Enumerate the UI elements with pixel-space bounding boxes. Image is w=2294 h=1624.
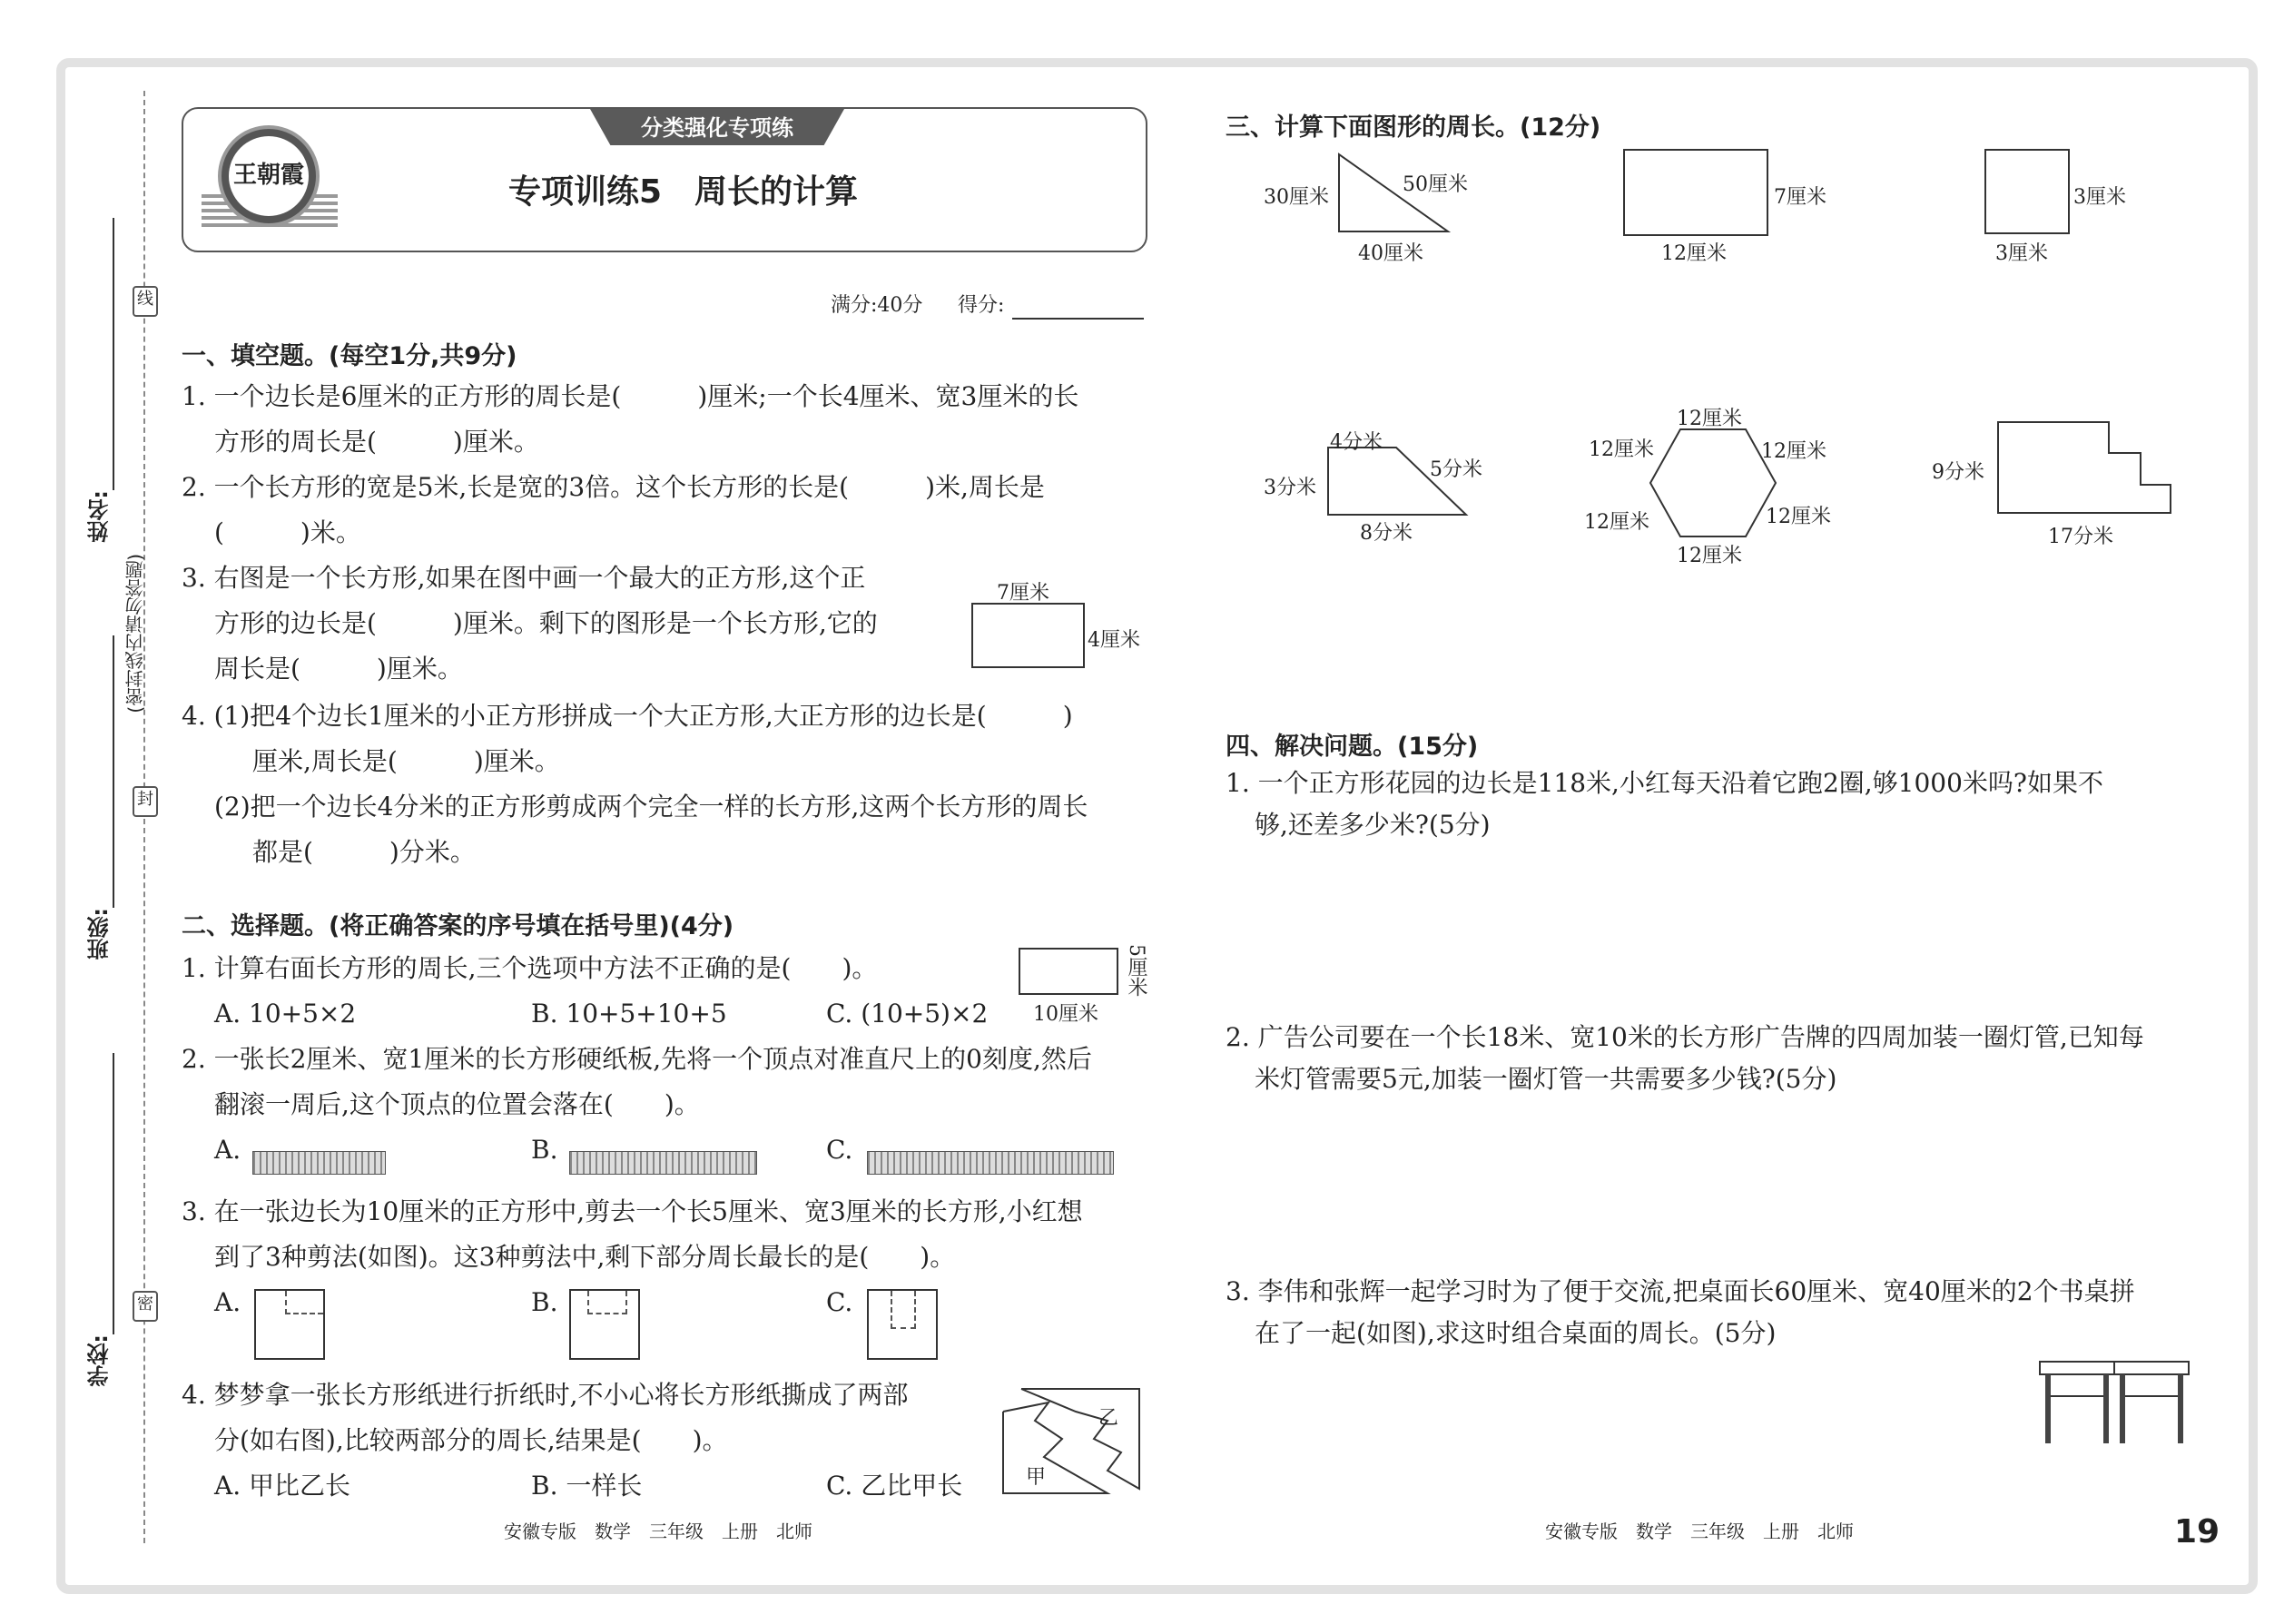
hex-lower-left: 12厘米: [1584, 511, 1649, 534]
logo-text: 王朝霞: [232, 162, 304, 189]
q4-line1: 4. (1)把4个边长1厘米的小正方形拼成一个大正方形,大正方形的边长是( ): [182, 701, 1073, 731]
step-bottom: 17分米: [2048, 526, 2113, 548]
square-figure: [1984, 149, 2070, 234]
square-height: 3厘米: [2073, 186, 2126, 209]
ruler-b: [569, 1151, 757, 1175]
q4-line3: (2)把一个边长4分米的正方形剪成两个完全一样的长方形,这两个长方形的周长: [214, 792, 1088, 822]
p3-line2: 在了一起(如图),求这时组合桌面的周长。(5分): [1255, 1318, 1777, 1348]
ruler-a: [252, 1151, 386, 1175]
p2-answer-area[interactable]: [1226, 1107, 2188, 1262]
side-school-label: 学校:: [87, 1334, 113, 1387]
c1-rectangle: [1019, 948, 1118, 995]
torn-paper-figure: [999, 1384, 1144, 1498]
c1-stem: 1. 计算右面长方形的周长,三个选项中方法不正确的是( )。: [182, 953, 878, 983]
q3-line2: 方形的边长是( )厘米。剩下的图形是一个长方形,它的: [214, 608, 878, 638]
score-label: 得分:: [958, 294, 1005, 317]
c1-width-label: 10厘米: [1033, 1003, 1098, 1026]
name-line[interactable]: [113, 218, 114, 490]
tri-base: 40厘米: [1358, 242, 1423, 265]
p3-line1: 3. 李伟和张辉一起学习时为了便于交流,把桌面长60厘米、宽40厘米的2个书桌拼: [1226, 1276, 2135, 1306]
footer-left: 安徽专版 数学 三年级 上册 北师: [504, 1521, 812, 1542]
c4-option-a[interactable]: A. 甲比乙长: [214, 1471, 351, 1501]
footer-right: 安徽专版 数学 三年级 上册 北师: [1545, 1521, 1854, 1542]
q2-line2: ( )米。: [214, 517, 361, 547]
c2-line2: 翻滚一周后,这个顶点的位置会落在( )。: [214, 1089, 700, 1119]
q4-line4: 都是( )分米。: [252, 837, 476, 867]
side-mark-feng: 封: [133, 786, 158, 817]
q1-line1: 1. 一个边长是6厘米的正方形的周长是( )厘米;一个长4厘米、宽3厘米的长: [182, 381, 1079, 411]
c2-option-a[interactable]: A.: [214, 1135, 241, 1165]
c4-line1: 4. 梦梦拿一张长方形纸进行折纸时,不小心将长方形纸撕成了两部: [182, 1380, 909, 1410]
class-line[interactable]: [113, 635, 114, 908]
square-width: 3厘米: [1995, 242, 2048, 265]
c3-line1: 3. 在一张边长为10厘米的正方形中,剪去一个长5厘米、宽3厘米的长方形,小红想: [182, 1196, 1083, 1226]
c4-option-c[interactable]: C. 乙比甲长: [826, 1471, 963, 1501]
p1-line1: 1. 一个正方形花园的边长是118米,小红每天沿着它跑2圈,够1000米吗?如果不: [1226, 768, 2103, 798]
page-number: 19: [2174, 1513, 2220, 1550]
rect-height: 7厘米: [1774, 186, 1826, 209]
q3-width-label: 7厘米: [997, 582, 1049, 605]
c3-option-c[interactable]: C.: [826, 1287, 853, 1317]
p3-answer-area[interactable]: [1226, 1362, 2024, 1498]
tri-height: 30厘米: [1264, 186, 1329, 209]
c3-figure-c: [867, 1289, 938, 1360]
label-jia: 甲: [1026, 1466, 1047, 1489]
p1-line2: 够,还差多少米?(5分): [1255, 810, 1491, 840]
q3-height-label: 4厘米: [1088, 629, 1140, 652]
side-mark-mi: 密: [133, 1291, 158, 1322]
step-figure: [1995, 419, 2173, 516]
header-tag-text: 分类强化专项练: [641, 115, 793, 141]
side-note: (密封线内请勿答题): [124, 554, 146, 714]
section-4-title: 四、解决问题。(15分): [1226, 733, 1479, 761]
tri-hyp: 50厘米: [1403, 173, 1468, 196]
c4-line2: 分(如右图),比较两部分的周长,结果是( )。: [214, 1425, 728, 1455]
school-line[interactable]: [113, 1053, 114, 1334]
full-score: 满分:40分: [831, 294, 923, 317]
label-yi: 乙: [1098, 1407, 1119, 1430]
q1-line2: 方形的周长是( )厘米。: [214, 427, 539, 457]
hex-upper-left: 12厘米: [1589, 438, 1654, 461]
desks-figure: [2038, 1360, 2192, 1447]
hex-upper-right: 12厘米: [1761, 440, 1826, 463]
q3-line1: 3. 右图是一个长方形,如果在图中画一个最大的正方形,这个正: [182, 563, 866, 593]
score-input[interactable]: [1012, 318, 1144, 320]
rect-figure: [1623, 149, 1768, 236]
c3-figure-b: [569, 1289, 640, 1360]
side-class-label: 班级:: [87, 908, 113, 960]
side-name-label: 姓名:: [87, 490, 113, 543]
hex-lower-right: 12厘米: [1766, 506, 1831, 528]
trap-left: 3分米: [1264, 477, 1316, 499]
ruler-c: [867, 1151, 1114, 1175]
q3-line3: 周长是( )厘米。: [214, 654, 463, 684]
q2-line1: 2. 一个长方形的宽是5米,长是宽的3倍。这个长方形的长是( )米,周长是: [182, 472, 1045, 502]
c3-option-a[interactable]: A.: [214, 1287, 241, 1317]
c2-option-b[interactable]: B.: [531, 1135, 558, 1165]
trap-bottom: 8分米: [1360, 522, 1413, 545]
step-left: 9分米: [1932, 461, 1984, 484]
c2-line1: 2. 一张长2厘米、宽1厘米的长方形硬纸板,先将一个顶点对准直尺上的0刻度,然后: [182, 1044, 1092, 1074]
p1-answer-area[interactable]: [1226, 853, 2188, 1008]
trap-top: 4分米: [1330, 431, 1383, 454]
c3-line2: 到了3种剪法(如图)。这3种剪法中,剩下部分周长最长的是( )。: [214, 1242, 956, 1272]
side-mark-line: 线: [133, 286, 158, 317]
c1-option-a[interactable]: A. 10+5×2: [214, 999, 357, 1029]
hexagon-figure: [1648, 427, 1778, 539]
hex-top: 12厘米: [1677, 408, 1742, 430]
p2-line2: 米灯管需要5元,加装一圈灯管一共需要多少钱?(5分): [1255, 1064, 1837, 1094]
hex-bottom: 12厘米: [1677, 545, 1742, 567]
q3-rectangle: [971, 603, 1085, 668]
c3-option-b[interactable]: B.: [531, 1287, 558, 1317]
q4-line2: 厘米,周长是( )厘米。: [252, 746, 560, 776]
rect-width: 12厘米: [1661, 242, 1727, 265]
page-title: 专项训练5 周长的计算: [508, 173, 859, 211]
c3-figure-a: [254, 1289, 325, 1360]
c2-option-c[interactable]: C.: [826, 1135, 853, 1165]
section-1-title: 一、填空题。(每空1分,共9分): [182, 342, 517, 370]
section-3-title: 三、计算下面图形的周长。(12分): [1226, 113, 1601, 142]
logo: [202, 118, 338, 236]
c1-option-b[interactable]: B. 10+5+10+5: [531, 999, 727, 1029]
section-2-title: 二、选择题。(将正确答案的序号填在括号里)(4分): [182, 912, 734, 940]
trap-slant: 5分米: [1430, 458, 1482, 481]
c4-option-b[interactable]: B. 一样长: [531, 1471, 643, 1501]
p2-line1: 2. 广告公司要在一个长18米、宽10米的长方形广告牌的四周加装一圈灯管,已知每: [1226, 1022, 2144, 1052]
c1-height-label: 5厘米: [1125, 944, 1147, 997]
c1-option-c[interactable]: C. (10+5)×2: [826, 999, 989, 1029]
